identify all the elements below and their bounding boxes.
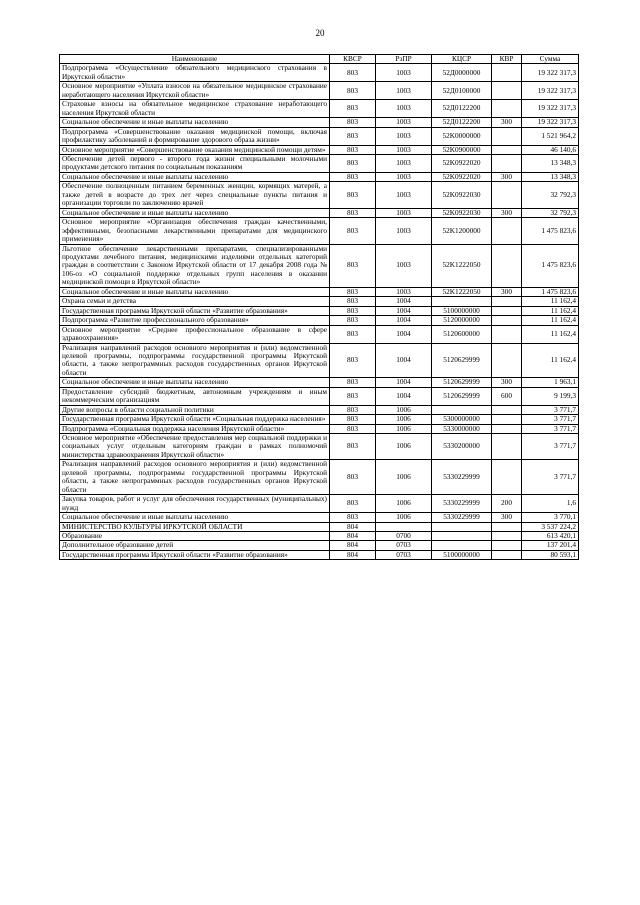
budget-table [59, 54, 579, 560]
cell-sum: 1 475 823,6 [522, 287, 579, 296]
cell-kvsr: 804 [330, 541, 376, 550]
cell-name: Социальное обеспечение и иные выплаты населению [60, 172, 330, 181]
cell-sum: 1 963,1 [522, 378, 579, 387]
cell-kvr [492, 182, 522, 208]
cell-kcsr [432, 522, 492, 531]
cell-sum: 3 771,7 [522, 405, 579, 414]
cell-sum: 1 521 964,2 [522, 127, 579, 145]
cell-kvr [492, 550, 522, 559]
header-kvr: КВР [492, 55, 522, 64]
cell-kcsr: 52K0922020 [432, 154, 492, 172]
cell-kcsr: 52Д0000000 [432, 64, 492, 82]
table-row [60, 127, 579, 145]
cell-name: Социальное обеспечение и иные выплаты населению [60, 118, 330, 127]
cell-name: Социальное обеспечение и иные выплаты населению [60, 378, 330, 387]
cell-kcsr: 5330229999 [432, 513, 492, 522]
cell-rzpr: 1004 [376, 378, 432, 387]
cell-kvr [492, 424, 522, 433]
table-row [60, 522, 579, 531]
cell-rzpr: 1004 [376, 343, 432, 378]
header-sum: Сумма [522, 55, 579, 64]
cell-kcsr: 52K1200000 [432, 218, 492, 244]
cell-kvsr: 803 [330, 182, 376, 208]
cell-kcsr: 5120629999 [432, 378, 492, 387]
cell-name: Социальное обеспечение и иные выплаты населению [60, 513, 330, 522]
cell-kcsr: 52K0000000 [432, 127, 492, 145]
cell-name: Закупка товаров, работ и услуг для обеспечения государственных (муниципальных) нужд [60, 495, 330, 513]
cell-kvsr: 803 [330, 387, 376, 405]
cell-sum: 19 322 317,3 [522, 100, 579, 118]
page-number: 20 [315, 28, 325, 38]
cell-name: Реализация направлений расходов основного мероприятия и (или) ведомственной целевой программы, подпрограммы государственной программы Иркутской области, а также непрограммных расходов государственных органов Иркутской области [60, 460, 330, 495]
cell-sum: 1 475 823,6 [522, 218, 579, 244]
cell-kcsr: 5330000000 [432, 424, 492, 433]
cell-name: Основное мероприятие «Организация обеспечения граждан качественными, эффективными, безопасными лекарственными препаратами для медицинского применения» [60, 218, 330, 244]
cell-kvr [492, 343, 522, 378]
cell-name: Подпрограмма «Совершенствование оказания медицинской помощи, включая профилактику заболеваний и формирование здорового образа жизни» [60, 127, 330, 145]
cell-kcsr: 52Д0100000 [432, 82, 492, 100]
cell-kcsr [432, 297, 492, 306]
cell-kvsr: 803 [330, 145, 376, 154]
cell-sum: 19 322 317,3 [522, 64, 579, 82]
table-row [60, 218, 579, 244]
cell-sum: 19 322 317,3 [522, 118, 579, 127]
cell-rzpr: 1003 [376, 172, 432, 181]
table-row [60, 541, 579, 550]
cell-kvsr: 804 [330, 522, 376, 531]
cell-name: Дополнительное образование детей [60, 541, 330, 550]
cell-kcsr: 52K0922030 [432, 182, 492, 208]
table-row [60, 64, 579, 82]
cell-kvsr: 803 [330, 513, 376, 522]
cell-name: Социальное обеспечение и иные выплаты населению [60, 208, 330, 217]
cell-sum: 3 771,7 [522, 424, 579, 433]
cell-name: Льготное обеспечение лекарственными препаратами, специализированными продуктами лечебного питания, медицинскими изделиями отдельных категорий граждан в соответствии с Законом Иркутской области от 17 декабря 2008 года № 106-оз «О социальной поддержке отдельных групп населения в оказании медицинской помощи в Иркутской области» [60, 244, 330, 287]
cell-rzpr: 1004 [376, 306, 432, 315]
cell-kvr: 300 [492, 118, 522, 127]
cell-sum: 3 770,1 [522, 513, 579, 522]
table-row [60, 118, 579, 127]
table-row [60, 460, 579, 495]
cell-kcsr: 5100000000 [432, 306, 492, 315]
cell-kvsr: 803 [330, 343, 376, 378]
cell-rzpr: 1004 [376, 325, 432, 343]
cell-rzpr: 1004 [376, 297, 432, 306]
cell-name: Образование [60, 532, 330, 541]
cell-kvr [492, 154, 522, 172]
cell-rzpr: 1006 [376, 415, 432, 424]
cell-sum: 11 162,4 [522, 343, 579, 378]
cell-name: Реализация направлений расходов основного мероприятия и (или) ведомственной целевой программы, подпрограммы государственной программы Иркутской области, а также непрограммных расходов государственных органов Иркутской области [60, 343, 330, 378]
cell-kcsr: 5100000000 [432, 550, 492, 559]
cell-sum: 80 593,1 [522, 550, 579, 559]
cell-kvsr: 803 [330, 306, 376, 315]
cell-kvsr: 803 [330, 424, 376, 433]
cell-sum: 3 771,7 [522, 460, 579, 495]
cell-rzpr: 1003 [376, 100, 432, 118]
table-row [60, 287, 579, 296]
cell-rzpr: 1006 [376, 424, 432, 433]
cell-kvr [492, 460, 522, 495]
cell-kvr: 600 [492, 387, 522, 405]
cell-sum: 3 537 224,2 [522, 522, 579, 531]
cell-kvr [492, 405, 522, 414]
table-row [60, 316, 579, 325]
table-row [60, 495, 579, 513]
table-row [60, 434, 579, 460]
cell-kvsr: 803 [330, 208, 376, 217]
cell-kvr [492, 532, 522, 541]
cell-name: Основное мероприятие «Среднее профессиональное образование в сфере здравоохранения» [60, 325, 330, 343]
cell-kvsr: 803 [330, 415, 376, 424]
cell-kvsr: 803 [330, 127, 376, 145]
cell-rzpr: 0703 [376, 550, 432, 559]
cell-sum: 11 162,4 [522, 316, 579, 325]
table-row [60, 82, 579, 100]
table-row [60, 378, 579, 387]
table-row [60, 513, 579, 522]
cell-name: Государственная программа Иркутской области «Развитие образования» [60, 550, 330, 559]
table-row [60, 100, 579, 118]
header-kvsr: КВСР [330, 55, 376, 64]
cell-sum: 19 322 317,3 [522, 82, 579, 100]
cell-kvr [492, 306, 522, 315]
cell-rzpr: 1006 [376, 405, 432, 414]
cell-kvr: 300 [492, 378, 522, 387]
table-row [60, 154, 579, 172]
cell-kvr [492, 434, 522, 460]
cell-rzpr: 1006 [376, 513, 432, 522]
cell-rzpr: 1003 [376, 145, 432, 154]
header-kcsr: КЦСР [432, 55, 492, 64]
cell-kcsr: 52K0922030 [432, 208, 492, 217]
cell-kvsr: 803 [330, 325, 376, 343]
cell-kvr [492, 297, 522, 306]
cell-sum: 13 348,3 [522, 172, 579, 181]
cell-kvsr: 803 [330, 434, 376, 460]
cell-kvr [492, 145, 522, 154]
cell-kvsr: 803 [330, 172, 376, 181]
cell-kcsr: 52Д0122200 [432, 100, 492, 118]
cell-name: Другие вопросы в области социальной политики [60, 405, 330, 414]
cell-sum: 9 199,3 [522, 387, 579, 405]
cell-kvr [492, 100, 522, 118]
cell-rzpr: 1003 [376, 218, 432, 244]
header-name: Наименование [60, 55, 330, 64]
cell-rzpr: 1003 [376, 154, 432, 172]
header-rzpr: РзПР [376, 55, 432, 64]
cell-name: Подпрограмма «Осуществление обязательного медицинского страхования в Иркутской области» [60, 64, 330, 82]
table-row [60, 297, 579, 306]
cell-kvsr: 803 [330, 64, 376, 82]
cell-kvsr: 803 [330, 82, 376, 100]
cell-kcsr: 52K1222050 [432, 244, 492, 287]
cell-kcsr: 5120629999 [432, 343, 492, 378]
cell-name: Подпрограмма «Социальная поддержка населения Иркутской области» [60, 424, 330, 433]
cell-kvr [492, 415, 522, 424]
cell-rzpr: 1003 [376, 127, 432, 145]
cell-kvsr: 803 [330, 405, 376, 414]
cell-kvsr: 803 [330, 154, 376, 172]
cell-kvsr: 803 [330, 460, 376, 495]
cell-kvsr: 803 [330, 244, 376, 287]
cell-sum: 137 201,4 [522, 541, 579, 550]
cell-kcsr [432, 541, 492, 550]
cell-sum: 13 348,3 [522, 154, 579, 172]
cell-kcsr: 5330200000 [432, 434, 492, 460]
cell-kvr [492, 82, 522, 100]
cell-kcsr: 52K1222050 [432, 287, 492, 296]
cell-rzpr: 1003 [376, 82, 432, 100]
cell-rzpr: 1004 [376, 387, 432, 405]
cell-rzpr: 1003 [376, 64, 432, 82]
table-row [60, 244, 579, 287]
cell-kvr: 300 [492, 513, 522, 522]
cell-rzpr: 1003 [376, 118, 432, 127]
cell-kvsr: 803 [330, 495, 376, 513]
cell-name: Подпрограмма «Развитие профессионального образования» [60, 316, 330, 325]
cell-kvr [492, 218, 522, 244]
cell-name: Государственная программа Иркутской области «Социальная поддержка населения» [60, 415, 330, 424]
cell-kvsr: 804 [330, 550, 376, 559]
table-row [60, 182, 579, 208]
cell-kvsr: 803 [330, 118, 376, 127]
cell-name: Государственная программа Иркутской области «Развитие образования» [60, 306, 330, 315]
cell-sum: 11 162,4 [522, 297, 579, 306]
cell-kvsr: 803 [330, 218, 376, 244]
cell-rzpr: 1004 [376, 316, 432, 325]
cell-kvr [492, 316, 522, 325]
cell-sum: 1,6 [522, 495, 579, 513]
cell-name: Основное мероприятие «Уплата взносов на обязательное медицинское страхование неработающего населения Иркутской области» [60, 82, 330, 100]
cell-name: Социальное обеспечение и иные выплаты населению [60, 287, 330, 296]
table-row [60, 415, 579, 424]
cell-name: МИНИСТЕРСТВО КУЛЬТУРЫ ИРКУТСКОЙ ОБЛАСТИ [60, 522, 330, 531]
cell-kcsr: 52K0922020 [432, 172, 492, 181]
cell-sum: 3 771,7 [522, 434, 579, 460]
cell-kvr: 300 [492, 208, 522, 217]
cell-kcsr: 5330229999 [432, 495, 492, 513]
table-row [60, 387, 579, 405]
cell-kvsr: 803 [330, 378, 376, 387]
cell-kvr [492, 541, 522, 550]
table-body [60, 64, 579, 560]
cell-sum: 11 162,4 [522, 306, 579, 315]
cell-sum: 613 420,1 [522, 532, 579, 541]
cell-rzpr: 1003 [376, 287, 432, 296]
cell-rzpr: 1003 [376, 244, 432, 287]
cell-kvr [492, 64, 522, 82]
cell-kcsr: 5120000000 [432, 316, 492, 325]
cell-rzpr: 1003 [376, 208, 432, 217]
cell-rzpr: 1003 [376, 182, 432, 208]
cell-kcsr: 5300000000 [432, 415, 492, 424]
cell-rzpr: 1006 [376, 495, 432, 513]
cell-name: Основное мероприятие «Обеспечение предоставления мер социальной поддержки и социальных услуг отдельным категориям граждан в рамках полномочий министерства здравоохранения Иркутской области» [60, 434, 330, 460]
cell-kcsr: 52Д0122200 [432, 118, 492, 127]
cell-sum: 11 162,4 [522, 325, 579, 343]
cell-sum: 32 792,3 [522, 182, 579, 208]
cell-sum: 3 771,7 [522, 415, 579, 424]
cell-kcsr [432, 532, 492, 541]
cell-sum: 46 140,6 [522, 145, 579, 154]
cell-kvr [492, 244, 522, 287]
cell-kvr: 300 [492, 172, 522, 181]
cell-kvsr: 804 [330, 532, 376, 541]
cell-sum: 32 792,3 [522, 208, 579, 217]
cell-kvsr: 803 [330, 100, 376, 118]
cell-sum: 1 475 823,6 [522, 244, 579, 287]
cell-name: Основное мероприятие «Совершенствование оказания медицинской помощи детям» [60, 145, 330, 154]
table-row [60, 325, 579, 343]
cell-rzpr: 1006 [376, 460, 432, 495]
cell-kvr: 200 [492, 495, 522, 513]
cell-kvr [492, 325, 522, 343]
cell-rzpr: 0700 [376, 532, 432, 541]
cell-kcsr: 5120600000 [432, 325, 492, 343]
cell-kvsr: 803 [330, 297, 376, 306]
cell-kvr [492, 127, 522, 145]
cell-name: Страховые взносы на обязательное медицинское страхование неработающего населения Иркутской области [60, 100, 330, 118]
cell-kcsr: 52K0900000 [432, 145, 492, 154]
cell-name: Предоставление субсидий бюджетным, автономным учреждениям и иным некоммерческим организациям [60, 387, 330, 405]
table-row [60, 550, 579, 559]
cell-kcsr: 5120629999 [432, 387, 492, 405]
cell-kcsr: 5330229999 [432, 460, 492, 495]
cell-name: Обеспечение полноценным питанием беременных женщин, кормящих матерей, а также детей в возрасте до трех лет через специальные пункты питания и организации торговли по заключению врачей [60, 182, 330, 208]
cell-kvsr: 803 [330, 316, 376, 325]
table-row [60, 343, 579, 378]
cell-name: Охрана семьи и детства [60, 297, 330, 306]
cell-rzpr: 0703 [376, 541, 432, 550]
cell-name: Обеспечение детей первого - второго года жизни специальными молочными продуктами детского питания по социальным показаниям [60, 154, 330, 172]
cell-kvr [492, 522, 522, 531]
cell-rzpr: 1006 [376, 434, 432, 460]
cell-kvsr: 803 [330, 287, 376, 296]
cell-kvr: 300 [492, 287, 522, 296]
